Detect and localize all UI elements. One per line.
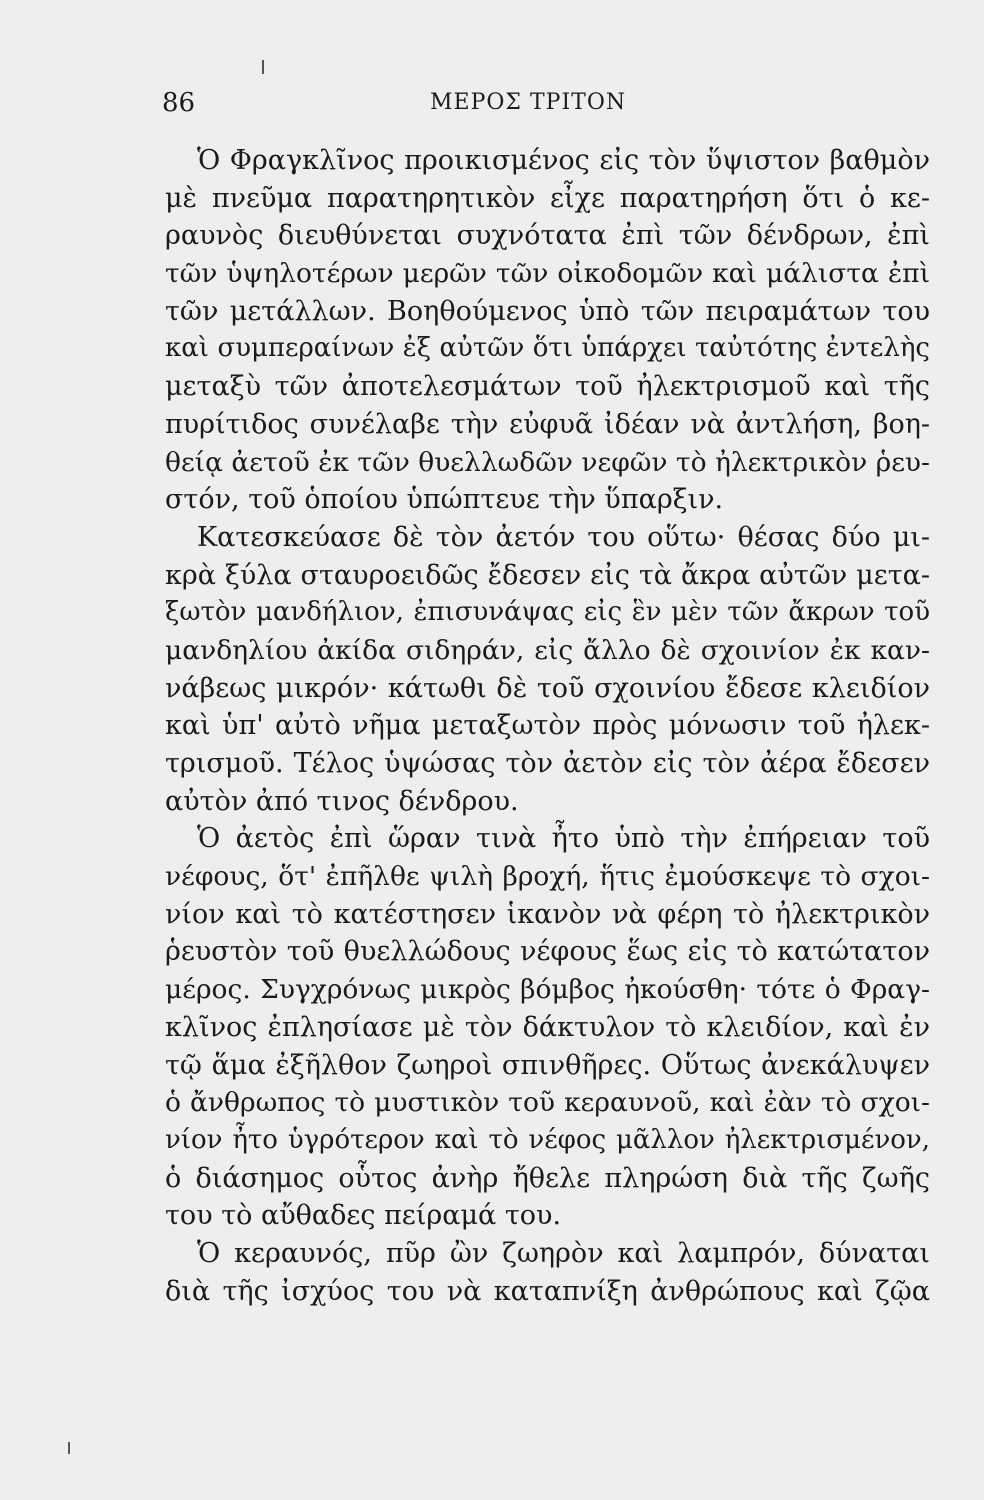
text-line: μὲ πνεῦμα παρατηρητικὸν εἶχε παρατηρήση ὅτι ὁ κε- <box>165 182 930 214</box>
text-line: ὁ ἄνθρωπος τὸ μυστικὸν τοῦ κεραυνοῦ, καὶ ἐὰν τὸ σχοι- <box>165 1087 930 1119</box>
text-line: ξωτὸν μανδήλιον, ἐπισυνάψας εἰς ἓν μὲν τῶν ἄκρων τοῦ <box>165 597 930 628</box>
page-header <box>162 88 932 128</box>
page-number: 86 <box>162 88 196 118</box>
text-line: ραυνὸς διευθύνεται συχνότατα ἐπὶ τῶν δένδρων, ἐπὶ <box>165 220 930 252</box>
text-line: τῶν ὑψηλοτέρων μερῶν τῶν οἰκοδομῶν καὶ μάλιστα ἐπὶ <box>165 258 930 290</box>
text-line: Ὁ κεραυνός, πῦρ ὢν ζωηρὸν καὶ λαμπρόν, δύναται <box>197 1237 930 1269</box>
text-line: διὰ τῆς ἰσχύος του νὰ καταπνίξη ἀνθρώπους καὶ ζῷα <box>165 1275 930 1307</box>
text-line: κρὰ ξύλα σταυροειδῶς ἔδεσεν εἰς τὰ ἄκρα αὐτῶν μετα- <box>165 559 930 591</box>
text-line: νάβεως μικρόν· κάτωθι δὲ τοῦ σχοινίου ἔδεσε κλειδίον <box>165 672 930 704</box>
text-line: ὁ διάσημος οὗτος ἀνὴρ ἤθελε πληρώση διὰ τῆς ζωῆς <box>165 1162 930 1194</box>
text-line: μέρος. Συγχρόνως μικρὸς βόμβος ἠκούσθη· τότε ὁ Φραγ- <box>165 974 930 1006</box>
text-line: Ὁ Φραγκλῖνος προικισμένος εἰς τὸν ὕψιστον βαθμὸν <box>197 145 930 176</box>
text-line: τῶν μετάλλων. Βοηθούμενος ὑπὸ τῶν πειραμάτων του <box>165 295 930 327</box>
text-line: μεταξὺ τῶν ἀποτελεσμάτων τοῦ ἠλεκτρισμοῦ καὶ τῆς <box>165 371 930 403</box>
text-line: καὶ συμπεραίνων ἐξ αὐτῶν ὅτι ὑπάρχει ταὐτότης ἐντελὴς <box>165 333 930 364</box>
print-speck <box>262 60 264 74</box>
text-line: νέφους, ὅτ' ἐπῆλθε ψιλὴ βροχή, ἥτις ἐμούσκεψε τὸ σχοι- <box>165 861 930 893</box>
text-line: του τὸ αὔθαδες πείραμά του. <box>165 1200 562 1232</box>
text-line: Ὁ ἀετὸς ἐπὶ ὥραν τινὰ ἦτο ὑπὸ τὴν ἐπήρειαν τοῦ <box>197 823 930 855</box>
text-line: Κατεσκεύασε δὲ τὸν ἀετόν του οὕτω· θέσας δύο μι- <box>197 521 930 553</box>
text-line: πυρίτιδος συνέλαβε τὴν εὐφυᾶ ἰδέαν νὰ ἀντλήση, βοη- <box>165 408 930 440</box>
text-line: αὐτὸν ἀπό τινος δένδρου. <box>165 785 519 817</box>
text-line: νίον καὶ τὸ κατέστησεν ἱκανὸν νὰ φέρη τὸ ἠλεκτρικὸν <box>165 898 930 930</box>
text-line: τῷ ἅμα ἐξῆλθον ζωηροὶ σπινθῆρες. Οὕτως ἀνεκάλυψεν <box>165 1049 930 1081</box>
text-line: θείᾳ ἀετοῦ ἐκ τῶν θυελλωδῶν νεφῶν τὸ ἠλεκτρικὸν ῥευ- <box>165 446 930 478</box>
text-line: μανδηλίου ἀκίδα σιδηράν, εἰς ἄλλο δὲ σχοινίον ἐκ καν- <box>165 634 930 666</box>
print-speck <box>68 1442 70 1454</box>
text-line: κλῖνος ἐπλησίασε μὲ τὸν δάκτυλον τὸ κλειδίον, καὶ ἐν <box>165 1011 930 1043</box>
text-line: στόν, τοῦ ὁποίου ὑπώπτευε τὴν ὕπαρξιν. <box>165 484 724 516</box>
text-line: νίον ἦτο ὑγρότερον καὶ τὸ νέφος μᾶλλον ἠλεκτρισμένον, <box>165 1124 930 1155</box>
body-text <box>165 142 930 1310</box>
text-line: ῥευστὸν τοῦ θυελλώδους νέφους ἕως εἰς τὸ κατώτατον <box>165 936 930 968</box>
running-head: ΜΕΡΟΣ ΤΡΙΤΟΝ <box>430 90 627 115</box>
text-line: τρισμοῦ. Τέλος ὑψώσας τὸν ἀετὸν εἰς τὸν ἀέρα ἔδεσεν <box>165 748 930 779</box>
text-line: καὶ ὑπ' αὐτὸ νῆμα μεταξωτὸν πρὸς μόνωσιν τοῦ ἠλεκ- <box>165 710 930 742</box>
